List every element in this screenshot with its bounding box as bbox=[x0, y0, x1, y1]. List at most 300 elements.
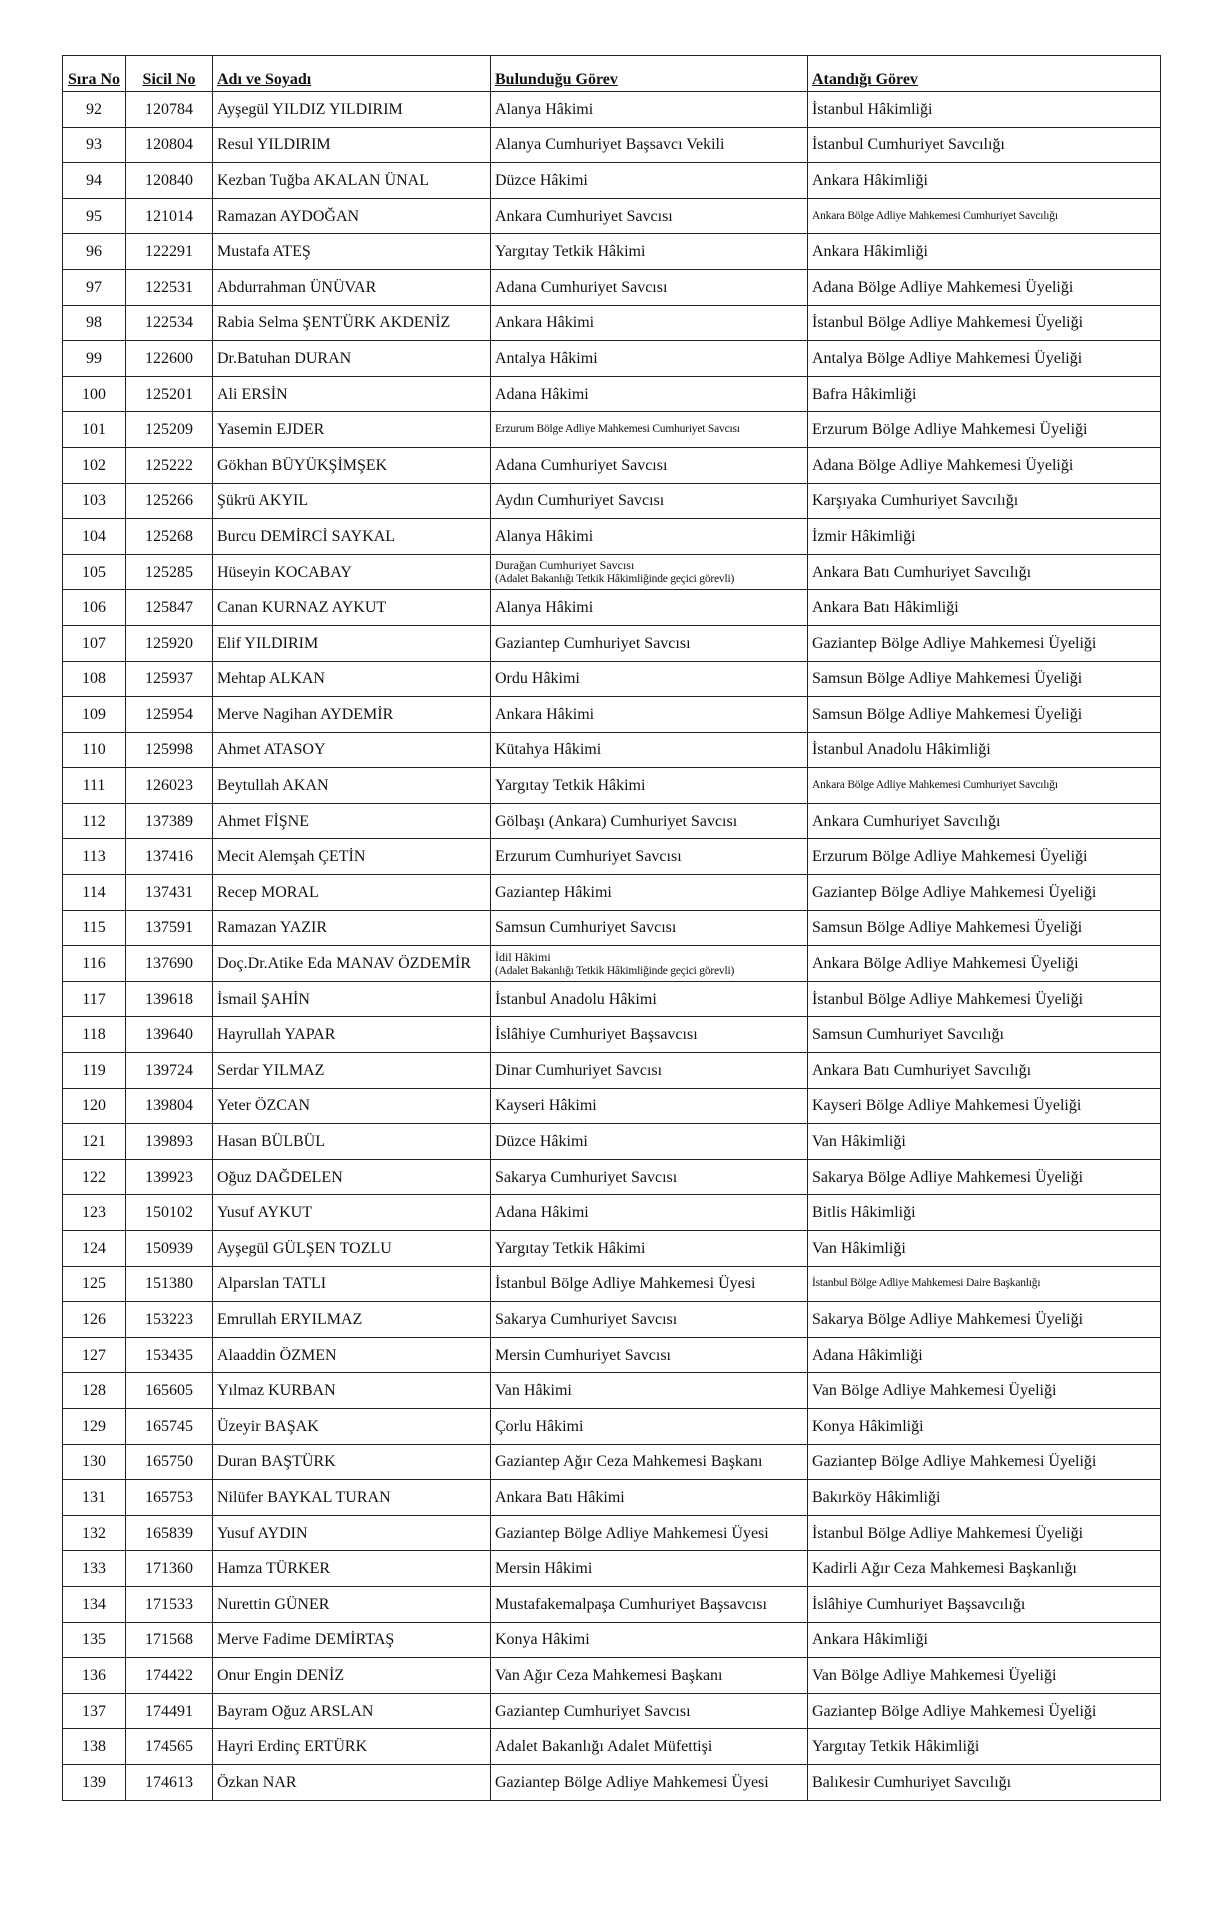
cell-name: Burcu DEMİRCİ SAYKAL bbox=[213, 519, 491, 555]
cell-name: Ahmet FİŞNE bbox=[213, 803, 491, 839]
cell-current-position: Erzurum Cumhuriyet Savcısı bbox=[491, 839, 808, 875]
cell-sira-no: 107 bbox=[63, 625, 126, 661]
cell-sira-no: 114 bbox=[63, 875, 126, 911]
cell-sira-no: 128 bbox=[63, 1373, 126, 1409]
cell-name: Ayşegül YILDIZ YILDIRIM bbox=[213, 92, 491, 128]
cell-assigned-position: Balıkesir Cumhuriyet Savcılığı bbox=[808, 1764, 1161, 1800]
cell-sira-no: 112 bbox=[63, 803, 126, 839]
cell-sira-no: 103 bbox=[63, 483, 126, 519]
table-row bbox=[63, 697, 1161, 733]
cell-sicil-no: 120784 bbox=[126, 92, 213, 128]
cell-current-position bbox=[491, 946, 808, 982]
cell-sicil-no: 153223 bbox=[126, 1302, 213, 1338]
cell-assigned-position: Van Hâkimliği bbox=[808, 1124, 1161, 1160]
table-row bbox=[63, 803, 1161, 839]
cell-current-position: Kayseri Hâkimi bbox=[491, 1088, 808, 1124]
cell-name: Rabia Selma ŞENTÜRK AKDENİZ bbox=[213, 305, 491, 341]
cell-sira-no: 135 bbox=[63, 1622, 126, 1658]
cell-name: Nurettin GÜNER bbox=[213, 1586, 491, 1622]
cell-name: Hüseyin KOCABAY bbox=[213, 554, 491, 590]
cell-assigned-position: Erzurum Bölge Adliye Mahkemesi Üyeliği bbox=[808, 412, 1161, 448]
table-row bbox=[63, 234, 1161, 270]
cell-sicil-no: 139923 bbox=[126, 1159, 213, 1195]
cell-assigned-position: Ankara Cumhuriyet Savcılığı bbox=[808, 803, 1161, 839]
cell-sicil-no: 125920 bbox=[126, 625, 213, 661]
cell-assigned-position: Ankara Bölge Adliye Mahkemesi Cumhuriyet Savcılığı bbox=[808, 198, 1161, 234]
cell-sicil-no: 122534 bbox=[126, 305, 213, 341]
cell-sira-no: 129 bbox=[63, 1408, 126, 1444]
cell-assigned-position: İstanbul Bölge Adliye Mahkemesi Üyeliği bbox=[808, 1515, 1161, 1551]
cell-sicil-no: 125954 bbox=[126, 697, 213, 733]
cell-assigned-position: Karşıyaka Cumhuriyet Savcılığı bbox=[808, 483, 1161, 519]
cell-assigned-position: Konya Hâkimliği bbox=[808, 1408, 1161, 1444]
cell-sira-no: 138 bbox=[63, 1729, 126, 1765]
cell-sira-no: 126 bbox=[63, 1302, 126, 1338]
cell-sira-no: 123 bbox=[63, 1195, 126, 1231]
cell-current-position: Ankara Hâkimi bbox=[491, 305, 808, 341]
cell-name: Onur Engin DENİZ bbox=[213, 1658, 491, 1694]
cell-sira-no: 136 bbox=[63, 1658, 126, 1694]
cell-sira-no: 110 bbox=[63, 732, 126, 768]
cell-assigned-position: Sakarya Bölge Adliye Mahkemesi Üyeliği bbox=[808, 1302, 1161, 1338]
cell-current-position: Gaziantep Ağır Ceza Mahkemesi Başkanı bbox=[491, 1444, 808, 1480]
current-position-title: İdil Hâkimi bbox=[495, 949, 551, 964]
cell-name: Hamza TÜRKER bbox=[213, 1551, 491, 1587]
cell-name: Serdar YILMAZ bbox=[213, 1053, 491, 1089]
cell-sicil-no: 171568 bbox=[126, 1622, 213, 1658]
cell-sicil-no: 171360 bbox=[126, 1551, 213, 1587]
cell-assigned-position: Kayseri Bölge Adliye Mahkemesi Üyeliği bbox=[808, 1088, 1161, 1124]
cell-assigned-position: İzmir Hâkimliği bbox=[808, 519, 1161, 555]
cell-current-position: Çorlu Hâkimi bbox=[491, 1408, 808, 1444]
table-row bbox=[63, 1764, 1161, 1800]
table-row bbox=[63, 1658, 1161, 1694]
cell-sira-no: 139 bbox=[63, 1764, 126, 1800]
table-row bbox=[63, 1337, 1161, 1373]
table-row bbox=[63, 910, 1161, 946]
cell-assigned-position: Van Bölge Adliye Mahkemesi Üyeliği bbox=[808, 1658, 1161, 1694]
cell-current-position: Alanya Hâkimi bbox=[491, 519, 808, 555]
cell-assigned-position: Samsun Cumhuriyet Savcılığı bbox=[808, 1017, 1161, 1053]
cell-name: Özkan NAR bbox=[213, 1764, 491, 1800]
cell-assigned-position: Ankara Batı Cumhuriyet Savcılığı bbox=[808, 1053, 1161, 1089]
cell-sicil-no: 120840 bbox=[126, 163, 213, 199]
cell-sicil-no: 125268 bbox=[126, 519, 213, 555]
cell-assigned-position: İstanbul Anadolu Hâkimliği bbox=[808, 732, 1161, 768]
table-row bbox=[63, 198, 1161, 234]
cell-sicil-no: 174613 bbox=[126, 1764, 213, 1800]
cell-current-position: Yargıtay Tetkik Hâkimi bbox=[491, 1231, 808, 1267]
cell-assigned-position: Erzurum Bölge Adliye Mahkemesi Üyeliği bbox=[808, 839, 1161, 875]
table-row bbox=[63, 732, 1161, 768]
table-row bbox=[63, 625, 1161, 661]
cell-name: Oğuz DAĞDELEN bbox=[213, 1159, 491, 1195]
table-row bbox=[63, 661, 1161, 697]
cell-sira-no: 95 bbox=[63, 198, 126, 234]
cell-sira-no: 113 bbox=[63, 839, 126, 875]
header-row bbox=[63, 56, 1161, 92]
cell-assigned-position: İstanbul Bölge Adliye Mahkemesi Üyeliği bbox=[808, 981, 1161, 1017]
cell-sicil-no: 139893 bbox=[126, 1124, 213, 1160]
cell-name: Resul YILDIRIM bbox=[213, 127, 491, 163]
cell-sicil-no: 174491 bbox=[126, 1693, 213, 1729]
cell-sira-no: 115 bbox=[63, 910, 126, 946]
table-row bbox=[63, 92, 1161, 128]
header-sira-no: Sıra No bbox=[63, 56, 126, 92]
cell-sira-no: 116 bbox=[63, 946, 126, 982]
cell-sicil-no: 137690 bbox=[126, 946, 213, 982]
cell-sicil-no: 150102 bbox=[126, 1195, 213, 1231]
cell-current-position: Adana Cumhuriyet Savcısı bbox=[491, 447, 808, 483]
table-row bbox=[63, 269, 1161, 305]
cell-sicil-no: 125222 bbox=[126, 447, 213, 483]
table-row bbox=[63, 483, 1161, 519]
cell-sicil-no: 165753 bbox=[126, 1480, 213, 1516]
cell-current-position: Düzce Hâkimi bbox=[491, 163, 808, 199]
cell-current-position: Sakarya Cumhuriyet Savcısı bbox=[491, 1302, 808, 1338]
cell-sira-no: 124 bbox=[63, 1231, 126, 1267]
cell-assigned-position: Sakarya Bölge Adliye Mahkemesi Üyeliği bbox=[808, 1159, 1161, 1195]
cell-assigned-position: Yargıtay Tetkik Hâkimliği bbox=[808, 1729, 1161, 1765]
cell-sicil-no: 153435 bbox=[126, 1337, 213, 1373]
cell-current-position: Yargıtay Tetkik Hâkimi bbox=[491, 768, 808, 804]
cell-name: Merve Fadime DEMİRTAŞ bbox=[213, 1622, 491, 1658]
cell-assigned-position: İslâhiye Cumhuriyet Başsavcılığı bbox=[808, 1586, 1161, 1622]
cell-sira-no: 108 bbox=[63, 661, 126, 697]
table-row bbox=[63, 519, 1161, 555]
table-row bbox=[63, 1373, 1161, 1409]
cell-current-position: Gölbaşı (Ankara) Cumhuriyet Savcısı bbox=[491, 803, 808, 839]
cell-sicil-no: 137431 bbox=[126, 875, 213, 911]
cell-name: Yılmaz KURBAN bbox=[213, 1373, 491, 1409]
cell-sira-no: 92 bbox=[63, 92, 126, 128]
cell-current-position: Mersin Cumhuriyet Savcısı bbox=[491, 1337, 808, 1373]
table-row bbox=[63, 1302, 1161, 1338]
cell-name: Mehtap ALKAN bbox=[213, 661, 491, 697]
cell-name: Dr.Batuhan DURAN bbox=[213, 341, 491, 377]
table-row bbox=[63, 163, 1161, 199]
cell-current-position: Ankara Cumhuriyet Savcısı bbox=[491, 198, 808, 234]
cell-sicil-no: 139640 bbox=[126, 1017, 213, 1053]
cell-sira-no: 98 bbox=[63, 305, 126, 341]
cell-sira-no: 121 bbox=[63, 1124, 126, 1160]
cell-assigned-position: Ankara Hâkimliği bbox=[808, 234, 1161, 270]
current-position-note: (Adalet Bakanlığı Tetkik Hâkimliğinde geçici görevli) bbox=[495, 964, 735, 977]
table-row bbox=[63, 1693, 1161, 1729]
cell-assigned-position: Ankara Hâkimliği bbox=[808, 163, 1161, 199]
cell-assigned-position: İstanbul Hâkimliği bbox=[808, 92, 1161, 128]
table-row bbox=[63, 1408, 1161, 1444]
cell-sira-no: 137 bbox=[63, 1693, 126, 1729]
cell-current-position: Mustafakemalpaşa Cumhuriyet Başsavcısı bbox=[491, 1586, 808, 1622]
table-row bbox=[63, 1480, 1161, 1516]
cell-sicil-no: 139804 bbox=[126, 1088, 213, 1124]
cell-name: Ali ERSİN bbox=[213, 376, 491, 412]
cell-current-position bbox=[491, 554, 808, 590]
cell-assigned-position: Antalya Bölge Adliye Mahkemesi Üyeliği bbox=[808, 341, 1161, 377]
cell-sira-no: 96 bbox=[63, 234, 126, 270]
cell-sicil-no: 171533 bbox=[126, 1586, 213, 1622]
cell-current-position: Gaziantep Cumhuriyet Savcısı bbox=[491, 1693, 808, 1729]
cell-name: Nilüfer BAYKAL TURAN bbox=[213, 1480, 491, 1516]
cell-sira-no: 99 bbox=[63, 341, 126, 377]
cell-name: Recep MORAL bbox=[213, 875, 491, 911]
table-row bbox=[63, 447, 1161, 483]
cell-assigned-position: Van Bölge Adliye Mahkemesi Üyeliği bbox=[808, 1373, 1161, 1409]
cell-name: Elif YILDIRIM bbox=[213, 625, 491, 661]
table-row bbox=[63, 1124, 1161, 1160]
cell-name: Mustafa ATEŞ bbox=[213, 234, 491, 270]
header-bulundugu-gorev: Bulunduğu Görev bbox=[491, 56, 808, 92]
cell-current-position: Dinar Cumhuriyet Savcısı bbox=[491, 1053, 808, 1089]
cell-sira-no: 127 bbox=[63, 1337, 126, 1373]
cell-current-position: Adana Cumhuriyet Savcısı bbox=[491, 269, 808, 305]
table-row bbox=[63, 1551, 1161, 1587]
cell-assigned-position: Ankara Batı Hâkimliği bbox=[808, 590, 1161, 626]
cell-sicil-no: 125998 bbox=[126, 732, 213, 768]
cell-sicil-no: 125266 bbox=[126, 483, 213, 519]
table-row bbox=[63, 305, 1161, 341]
current-position-note: (Adalet Bakanlığı Tetkik Hâkimliğinde geçici görevli) bbox=[495, 573, 735, 586]
cell-current-position: Samsun Cumhuriyet Savcısı bbox=[491, 910, 808, 946]
cell-sira-no: 94 bbox=[63, 163, 126, 199]
cell-current-position: Ankara Batı Hâkimi bbox=[491, 1480, 808, 1516]
cell-assigned-position: Gaziantep Bölge Adliye Mahkemesi Üyeliği bbox=[808, 625, 1161, 661]
header-adi-soyadi: Adı ve Soyadı bbox=[213, 56, 491, 92]
cell-name: Hasan BÜLBÜL bbox=[213, 1124, 491, 1160]
cell-assigned-position: Kadirli Ağır Ceza Mahkemesi Başkanlığı bbox=[808, 1551, 1161, 1587]
cell-name: Hayri Erdinç ERTÜRK bbox=[213, 1729, 491, 1765]
cell-sicil-no: 174422 bbox=[126, 1658, 213, 1694]
table-row bbox=[63, 1195, 1161, 1231]
cell-assigned-position: Ankara Batı Cumhuriyet Savcılığı bbox=[808, 554, 1161, 590]
table-row bbox=[63, 376, 1161, 412]
cell-current-position: Erzurum Bölge Adliye Mahkemesi Cumhuriyet Savcısı bbox=[491, 412, 808, 448]
cell-sira-no: 100 bbox=[63, 376, 126, 412]
cell-name: Doç.Dr.Atike Eda MANAV ÖZDEMİR bbox=[213, 946, 491, 982]
cell-sicil-no: 165745 bbox=[126, 1408, 213, 1444]
cell-assigned-position: Gaziantep Bölge Adliye Mahkemesi Üyeliği bbox=[808, 875, 1161, 911]
cell-current-position: Adana Hâkimi bbox=[491, 1195, 808, 1231]
cell-assigned-position: Adana Bölge Adliye Mahkemesi Üyeliği bbox=[808, 269, 1161, 305]
cell-assigned-position: Gaziantep Bölge Adliye Mahkemesi Üyeliği bbox=[808, 1693, 1161, 1729]
cell-name: Yusuf AYDIN bbox=[213, 1515, 491, 1551]
table-row bbox=[63, 412, 1161, 448]
cell-name: Kezban Tuğba AKALAN ÜNAL bbox=[213, 163, 491, 199]
cell-sicil-no: 122531 bbox=[126, 269, 213, 305]
cell-current-position: İstanbul Bölge Adliye Mahkemesi Üyesi bbox=[491, 1266, 808, 1302]
cell-assigned-position: Gaziantep Bölge Adliye Mahkemesi Üyeliği bbox=[808, 1444, 1161, 1480]
table-row bbox=[63, 554, 1161, 590]
table-row bbox=[63, 1231, 1161, 1267]
cell-current-position: Gaziantep Hâkimi bbox=[491, 875, 808, 911]
cell-current-position: Kütahya Hâkimi bbox=[491, 732, 808, 768]
cell-name: Yasemin EJDER bbox=[213, 412, 491, 448]
cell-name: Ramazan YAZIR bbox=[213, 910, 491, 946]
cell-sira-no: 120 bbox=[63, 1088, 126, 1124]
cell-current-position: İslâhiye Cumhuriyet Başsavcısı bbox=[491, 1017, 808, 1053]
table-row bbox=[63, 1444, 1161, 1480]
cell-assigned-position: İstanbul Bölge Adliye Mahkemesi Üyeliği bbox=[808, 305, 1161, 341]
cell-name: Ayşegül GÜLŞEN TOZLU bbox=[213, 1231, 491, 1267]
header-sicil-no: Sicil No bbox=[126, 56, 213, 92]
cell-current-position: İstanbul Anadolu Hâkimi bbox=[491, 981, 808, 1017]
table-row bbox=[63, 981, 1161, 1017]
cell-current-position: Ordu Hâkimi bbox=[491, 661, 808, 697]
cell-assigned-position: Samsun Bölge Adliye Mahkemesi Üyeliği bbox=[808, 910, 1161, 946]
cell-current-position: Alanya Hâkimi bbox=[491, 92, 808, 128]
cell-name: Şükrü AKYIL bbox=[213, 483, 491, 519]
cell-sicil-no: 151380 bbox=[126, 1266, 213, 1302]
cell-assigned-position: Ankara Bölge Adliye Mahkemesi Üyeliği bbox=[808, 946, 1161, 982]
cell-sira-no: 101 bbox=[63, 412, 126, 448]
cell-sira-no: 105 bbox=[63, 554, 126, 590]
cell-sicil-no: 139618 bbox=[126, 981, 213, 1017]
cell-sicil-no: 120804 bbox=[126, 127, 213, 163]
table-body bbox=[63, 92, 1161, 1801]
table-header bbox=[63, 56, 1161, 92]
cell-assigned-position: Van Hâkimliği bbox=[808, 1231, 1161, 1267]
cell-sicil-no: 150939 bbox=[126, 1231, 213, 1267]
cell-name: Bayram Oğuz ARSLAN bbox=[213, 1693, 491, 1729]
cell-assigned-position: Samsun Bölge Adliye Mahkemesi Üyeliği bbox=[808, 661, 1161, 697]
table-row bbox=[63, 875, 1161, 911]
cell-assigned-position: Bitlis Hâkimliği bbox=[808, 1195, 1161, 1231]
cell-current-position: Düzce Hâkimi bbox=[491, 1124, 808, 1160]
table-row bbox=[63, 127, 1161, 163]
cell-sicil-no: 125847 bbox=[126, 590, 213, 626]
cell-sira-no: 117 bbox=[63, 981, 126, 1017]
cell-sira-no: 130 bbox=[63, 1444, 126, 1480]
cell-sira-no: 131 bbox=[63, 1480, 126, 1516]
cell-name: Alparslan TATLI bbox=[213, 1266, 491, 1302]
cell-name: Duran BAŞTÜRK bbox=[213, 1444, 491, 1480]
header-atandigi-gorev: Atandığı Görev bbox=[808, 56, 1161, 92]
cell-sicil-no: 125937 bbox=[126, 661, 213, 697]
cell-assigned-position: Adana Bölge Adliye Mahkemesi Üyeliği bbox=[808, 447, 1161, 483]
cell-assigned-position: Adana Hâkimliği bbox=[808, 1337, 1161, 1373]
table-row bbox=[63, 839, 1161, 875]
table-row bbox=[63, 1622, 1161, 1658]
cell-sira-no: 122 bbox=[63, 1159, 126, 1195]
table-row bbox=[63, 1159, 1161, 1195]
cell-name: Merve Nagihan AYDEMİR bbox=[213, 697, 491, 733]
cell-sira-no: 111 bbox=[63, 768, 126, 804]
cell-sicil-no: 121014 bbox=[126, 198, 213, 234]
cell-sira-no: 125 bbox=[63, 1266, 126, 1302]
cell-current-position: Alanya Cumhuriyet Başsavcı Vekili bbox=[491, 127, 808, 163]
cell-name: Gökhan BÜYÜKŞİMŞEK bbox=[213, 447, 491, 483]
cell-name: Ahmet ATASOY bbox=[213, 732, 491, 768]
cell-sira-no: 133 bbox=[63, 1551, 126, 1587]
cell-current-position: Gaziantep Cumhuriyet Savcısı bbox=[491, 625, 808, 661]
table-row bbox=[63, 946, 1161, 982]
cell-sira-no: 119 bbox=[63, 1053, 126, 1089]
cell-sicil-no: 126023 bbox=[126, 768, 213, 804]
table-row bbox=[63, 1088, 1161, 1124]
cell-sira-no: 93 bbox=[63, 127, 126, 163]
cell-current-position: Alanya Hâkimi bbox=[491, 590, 808, 626]
cell-current-position: Aydın Cumhuriyet Savcısı bbox=[491, 483, 808, 519]
cell-name: Ramazan AYDOĞAN bbox=[213, 198, 491, 234]
cell-current-position: Adalet Bakanlığı Adalet Müfettişi bbox=[491, 1729, 808, 1765]
cell-name: Abdurrahman ÜNÜVAR bbox=[213, 269, 491, 305]
cell-sicil-no: 137389 bbox=[126, 803, 213, 839]
cell-name: Mecit Alemşah ÇETİN bbox=[213, 839, 491, 875]
cell-current-position: Adana Hâkimi bbox=[491, 376, 808, 412]
cell-sira-no: 132 bbox=[63, 1515, 126, 1551]
cell-assigned-position: Ankara Hâkimliği bbox=[808, 1622, 1161, 1658]
table-row bbox=[63, 1017, 1161, 1053]
cell-current-position: Mersin Hâkimi bbox=[491, 1551, 808, 1587]
table-row bbox=[63, 590, 1161, 626]
cell-sicil-no: 125209 bbox=[126, 412, 213, 448]
cell-assigned-position: İstanbul Cumhuriyet Savcılığı bbox=[808, 127, 1161, 163]
cell-current-position: Van Ağır Ceza Mahkemesi Başkanı bbox=[491, 1658, 808, 1694]
cell-sira-no: 106 bbox=[63, 590, 126, 626]
table-row bbox=[63, 1515, 1161, 1551]
cell-sicil-no: 165750 bbox=[126, 1444, 213, 1480]
cell-sicil-no: 122600 bbox=[126, 341, 213, 377]
cell-sira-no: 118 bbox=[63, 1017, 126, 1053]
cell-name: Yeter ÖZCAN bbox=[213, 1088, 491, 1124]
cell-name: Alaaddin ÖZMEN bbox=[213, 1337, 491, 1373]
cell-name: Beytullah AKAN bbox=[213, 768, 491, 804]
table-row bbox=[63, 341, 1161, 377]
cell-assigned-position: Bafra Hâkimliği bbox=[808, 376, 1161, 412]
cell-sicil-no: 174565 bbox=[126, 1729, 213, 1765]
cell-sicil-no: 125285 bbox=[126, 554, 213, 590]
cell-name: Yusuf AYKUT bbox=[213, 1195, 491, 1231]
table-row bbox=[63, 1266, 1161, 1302]
table-row bbox=[63, 1053, 1161, 1089]
cell-sicil-no: 139724 bbox=[126, 1053, 213, 1089]
cell-sira-no: 104 bbox=[63, 519, 126, 555]
cell-sicil-no: 165605 bbox=[126, 1373, 213, 1409]
cell-name: İsmail ŞAHİN bbox=[213, 981, 491, 1017]
table-row bbox=[63, 1586, 1161, 1622]
cell-current-position: Yargıtay Tetkik Hâkimi bbox=[491, 234, 808, 270]
cell-current-position: Gaziantep Bölge Adliye Mahkemesi Üyesi bbox=[491, 1764, 808, 1800]
cell-assigned-position: Samsun Bölge Adliye Mahkemesi Üyeliği bbox=[808, 697, 1161, 733]
cell-assigned-position: Bakırköy Hâkimliği bbox=[808, 1480, 1161, 1516]
cell-sicil-no: 137591 bbox=[126, 910, 213, 946]
cell-name: Üzeyir BAŞAK bbox=[213, 1408, 491, 1444]
cell-sira-no: 134 bbox=[63, 1586, 126, 1622]
cell-name: Emrullah ERYILMAZ bbox=[213, 1302, 491, 1338]
cell-sira-no: 109 bbox=[63, 697, 126, 733]
appointments-table bbox=[62, 55, 1161, 1801]
cell-sicil-no: 137416 bbox=[126, 839, 213, 875]
cell-current-position: Ankara Hâkimi bbox=[491, 697, 808, 733]
cell-sicil-no: 165839 bbox=[126, 1515, 213, 1551]
cell-name: Canan KURNAZ AYKUT bbox=[213, 590, 491, 626]
cell-current-position: Konya Hâkimi bbox=[491, 1622, 808, 1658]
cell-name: Hayrullah YAPAR bbox=[213, 1017, 491, 1053]
cell-assigned-position: Ankara Bölge Adliye Mahkemesi Cumhuriyet Savcılığı bbox=[808, 768, 1161, 804]
cell-sira-no: 97 bbox=[63, 269, 126, 305]
cell-sicil-no: 125201 bbox=[126, 376, 213, 412]
current-position-title: Durağan Cumhuriyet Savcısı bbox=[495, 558, 635, 573]
cell-current-position: Sakarya Cumhuriyet Savcısı bbox=[491, 1159, 808, 1195]
cell-assigned-position: İstanbul Bölge Adliye Mahkemesi Daire Başkanlığı bbox=[808, 1266, 1161, 1302]
cell-current-position: Van Hâkimi bbox=[491, 1373, 808, 1409]
table-row bbox=[63, 1729, 1161, 1765]
cell-sira-no: 102 bbox=[63, 447, 126, 483]
cell-sicil-no: 122291 bbox=[126, 234, 213, 270]
cell-current-position: Antalya Hâkimi bbox=[491, 341, 808, 377]
table-row bbox=[63, 768, 1161, 804]
